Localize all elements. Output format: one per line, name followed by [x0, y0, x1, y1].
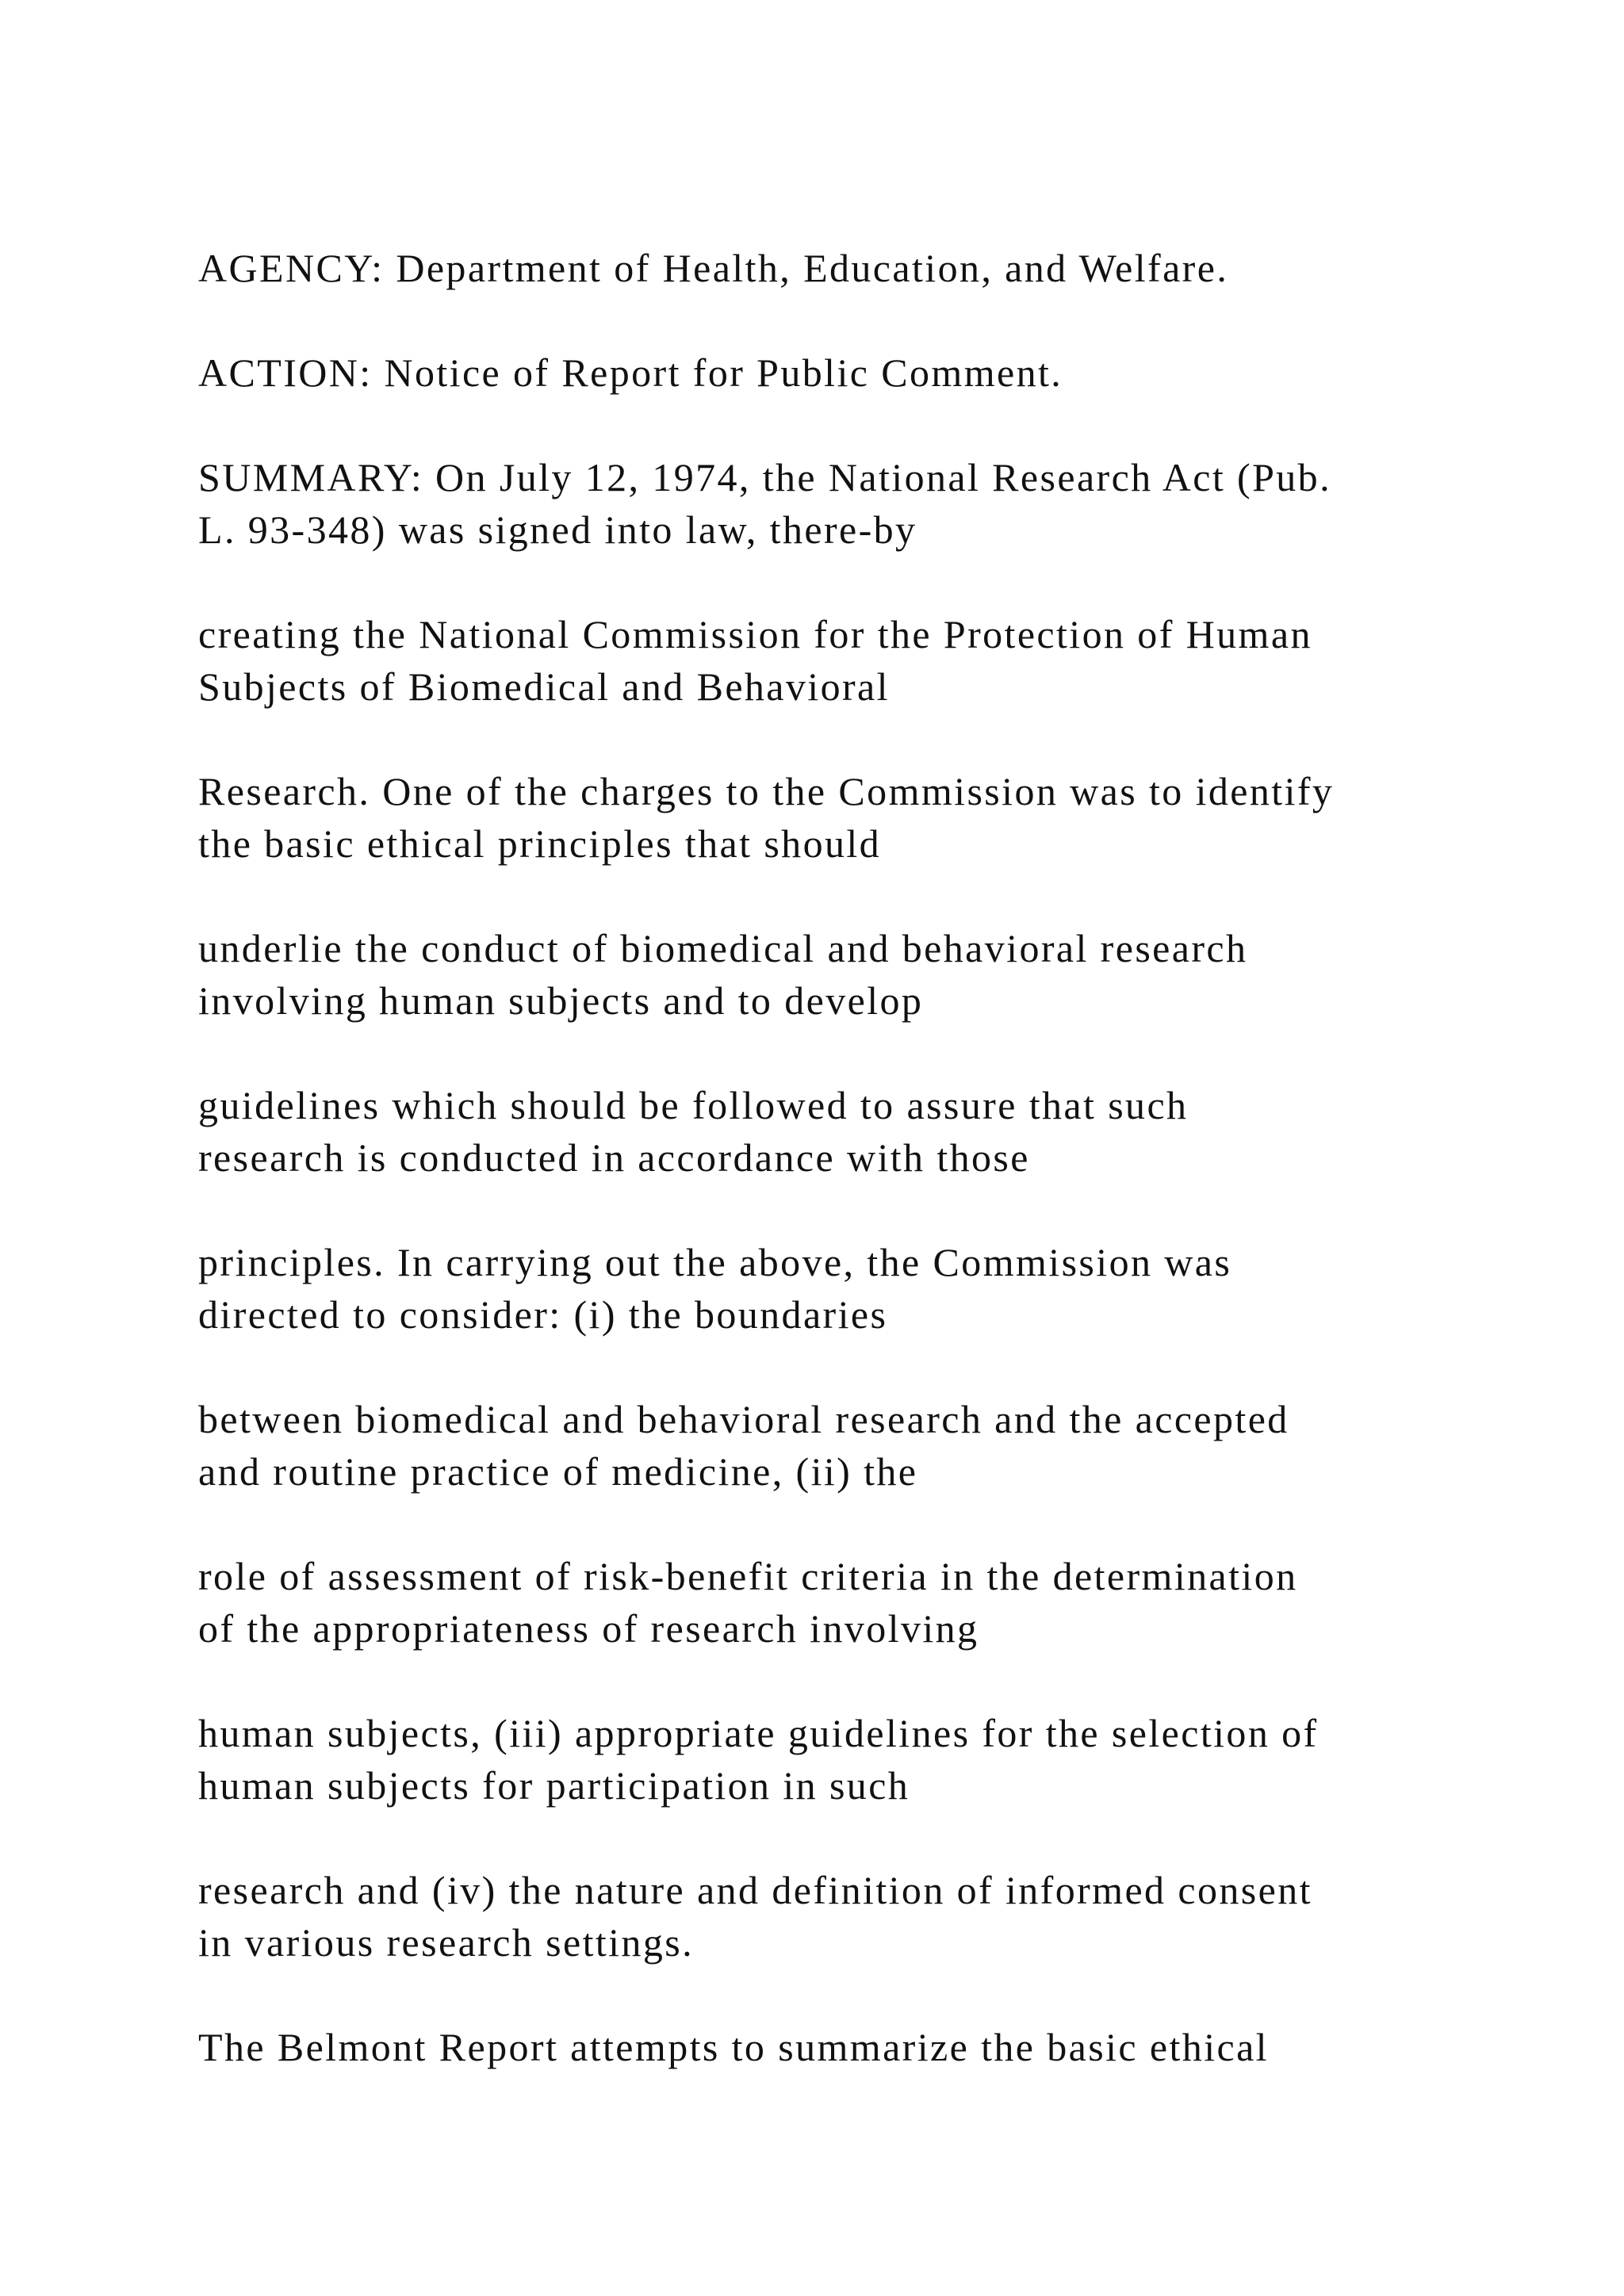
text-line: human subjects, (iii) appropriate guidelines for the selection of	[198, 1711, 1319, 1755]
text-line: L. 93-348) was signed into law, there-by	[198, 507, 917, 552]
text-line: Subjects of Biomedical and Behavioral	[198, 664, 890, 709]
text-line: ACTION: Notice of Report for Public Comment.	[198, 350, 1063, 395]
text-line: human subjects for participation in such	[198, 1763, 910, 1808]
paragraph	[198, 1864, 1467, 1969]
paragraph	[198, 922, 1467, 1027]
paragraph	[198, 608, 1467, 713]
paragraph	[198, 1393, 1467, 1498]
text-line: guidelines which should be followed to assure that such	[198, 1083, 1189, 1127]
paragraph-summary	[198, 451, 1467, 556]
paragraph	[198, 1079, 1467, 1184]
text-line: principles. In carrying out the above, the Commission was	[198, 1240, 1232, 1284]
paragraph	[198, 1236, 1467, 1341]
paragraph-agency	[198, 242, 1467, 294]
text-line: of the appropriateness of research involving	[198, 1606, 979, 1651]
paragraph-belmont	[198, 2021, 1467, 2073]
text-line: involving human subjects and to develop	[198, 978, 924, 1023]
text-line: between biomedical and behavioral research and the accepted	[198, 1397, 1289, 1441]
text-line: underlie the conduct of biomedical and behavioral research	[198, 926, 1248, 970]
paragraph	[198, 765, 1467, 870]
text-line: and routine practice of medicine, (ii) the	[198, 1449, 918, 1494]
document-body	[198, 242, 1467, 2126]
paragraph	[198, 1550, 1467, 1655]
text-line: the basic ethical principles that should	[198, 821, 882, 866]
text-line: directed to consider: (i) the boundaries	[198, 1292, 888, 1337]
paragraph	[198, 1707, 1467, 1812]
text-line: SUMMARY: On July 12, 1974, the National Research Act (Pub.	[198, 455, 1331, 499]
text-line: AGENCY: Department of Health, Education, and Welfare.	[198, 246, 1229, 290]
text-line: Research. One of the charges to the Commission was to identify	[198, 769, 1335, 813]
paragraph-action	[198, 346, 1467, 399]
text-line: creating the National Commission for the Protection of Human	[198, 612, 1312, 656]
text-line: research is conducted in accordance with those	[198, 1135, 1030, 1180]
text-line: in various research settings.	[198, 1920, 694, 1965]
text-line: role of assessment of risk-benefit criteria in the determination	[198, 1554, 1298, 1598]
text-line: The Belmont Report attempts to summarize the basic ethical	[198, 2025, 1269, 2069]
text-line: research and (iv) the nature and definition of informed consent	[198, 1868, 1312, 1912]
